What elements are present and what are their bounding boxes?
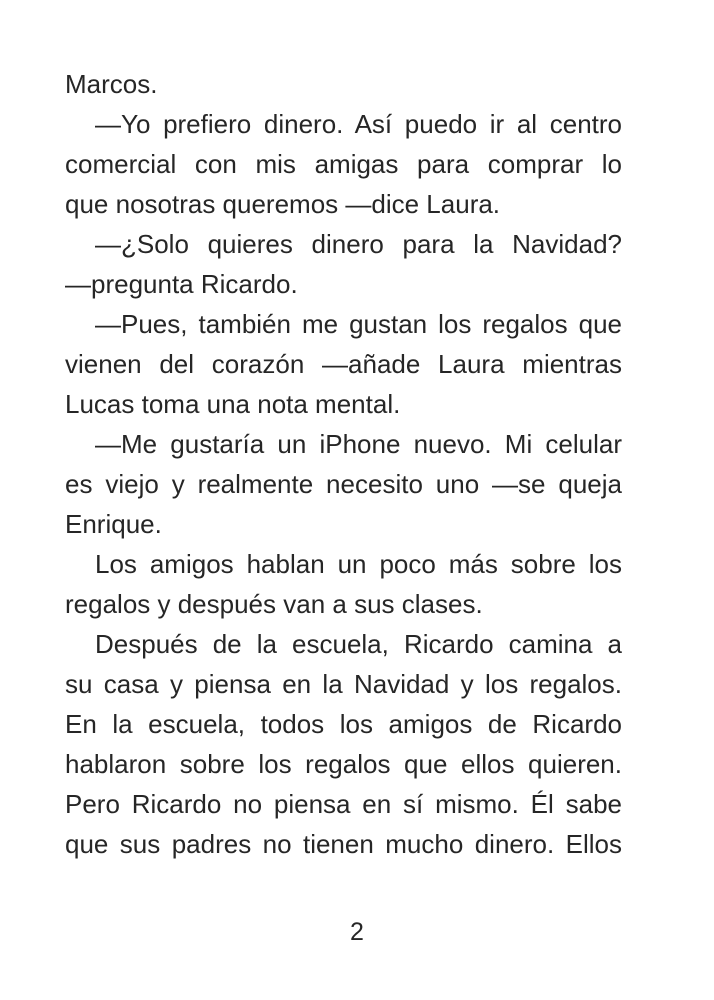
page-number: 2 <box>350 918 364 946</box>
text-line: Pero Ricardo no piensa en sí mismo. Él sabe <box>65 789 622 819</box>
text-line: —Yo prefiero dinero. Así puedo ir al centro <box>95 109 622 139</box>
text-line: Lucas toma una nota mental. <box>65 389 401 419</box>
text-line: Enrique. <box>65 509 162 539</box>
text-line: comercial con mis amigas para comprar lo <box>65 149 622 179</box>
text-line: En la escuela, todos los amigos de Ricardo <box>65 709 622 739</box>
text-line: es viejo y realmente necesito uno —se queja <box>65 469 622 499</box>
text-line: Los amigos hablan un poco más sobre los <box>95 549 622 579</box>
text-line: que sus padres no tienen mucho dinero. Ellos <box>65 829 622 859</box>
text-line: —pregunta Ricardo. <box>65 269 298 299</box>
text-line: vienen del corazón —añade Laura mientras <box>65 349 622 379</box>
text-line: que nosotras queremos —dice Laura. <box>65 189 501 219</box>
text-line: —Pues, también me gustan los regalos que <box>95 309 622 339</box>
text-line: —Me gustaría un iPhone nuevo. Mi celular <box>95 429 622 459</box>
text-line: su casa y piensa en la Navidad y los regalos. <box>65 669 622 699</box>
text-line: hablaron sobre los regalos que ellos quieren. <box>65 749 622 779</box>
text-line: Marcos. <box>65 69 158 99</box>
text-line: Después de la escuela, Ricardo camina a <box>95 629 622 659</box>
text-line: —¿Solo quieres dinero para la Navidad? <box>95 229 622 259</box>
text-line: regalos y después van a sus clases. <box>65 589 483 619</box>
page-text <box>65 64 622 864</box>
